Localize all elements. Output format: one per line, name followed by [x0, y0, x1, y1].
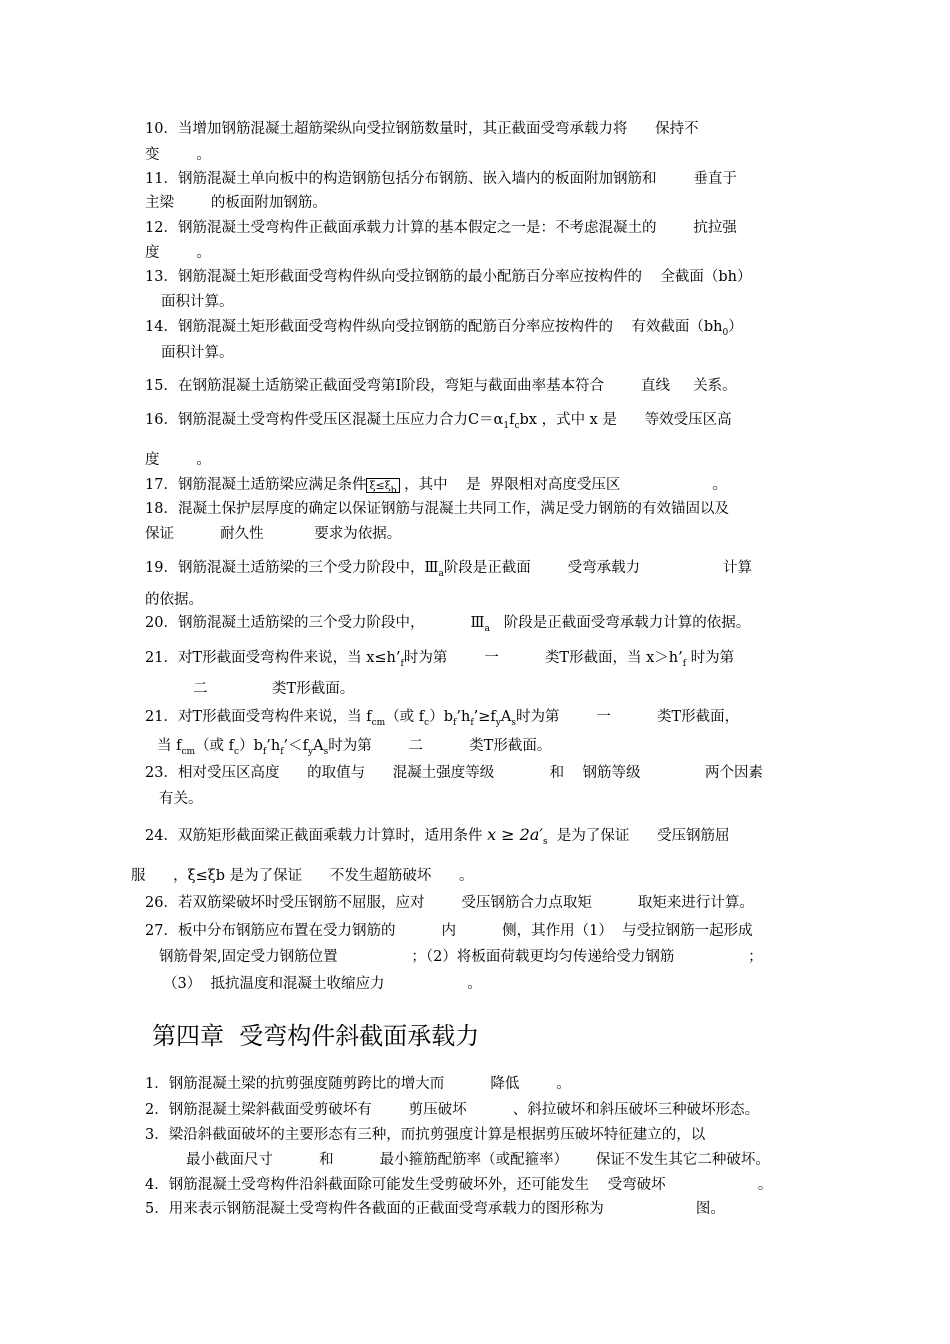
- item-16-line-1: 16．钢筋混凝土受弯构件受压区混凝土压应力合力$C=\alpha_1f_cbx$ ，式中 x 是 等效受压区高: [145, 412, 732, 431]
- item-11-line-1: 11．钢筋混凝土单向板中的构造钢筋包括分布钢筋、嵌入墙内的板面附加钢筋和 垂直于: [145, 171, 737, 187]
- item-18-line-2: 保证 耐久性 要求为依据。: [145, 526, 402, 542]
- item-12-line-2: 度 。: [145, 245, 211, 261]
- q4-item-3-line-2: 最小截面尺寸 和 最小箍筋配筋率（或配箍率） 保证不发生其它二种破坏。: [186, 1152, 770, 1168]
- q4-item-5: 5．用来表示钢筋混凝土受弯构件各截面的正截面受弯承载力的图形称为 图。: [145, 1201, 725, 1217]
- item-21a-line-1: 21．对T形截面受弯构件来说，当 $x\le h’_f$时为第 一 类T形截面，当 $x>h’_f$ 时为第: [145, 650, 735, 669]
- item-26: 26．若双筋梁破坏时受压钢筋不屈服，应对 受压钢筋合力点取矩 取矩来进行计算。: [145, 895, 754, 911]
- q4-item-2: 2．钢筋混凝土梁斜截面受剪破坏有 剪压破坏 、斜拉破坏和斜压破坏三种破坏形态。: [145, 1102, 760, 1118]
- q4-item-4: 4．钢筋混凝土受弯构件沿斜截面除可能发生受剪破坏外，还可能发生 受弯破坏 。: [145, 1177, 773, 1193]
- item-27-line-1: 27．板中分布钢筋应布置在受力钢筋的 内 侧，其作用（1） 与受拉钢筋一起形成: [145, 923, 753, 939]
- item-10-line-1: 10．当增加钢筋混凝土超筋梁纵向受拉钢筋数量时，其正截面受弯承载力将 保持不: [145, 121, 699, 137]
- item-16-line-2: 度 。: [145, 452, 211, 468]
- item-14-line-1: 14．钢筋混凝土矩形截面受弯构件纵向受拉钢筋的配筋百分率应按构件的 有效截面$(bh_0)$: [145, 319, 743, 338]
- item-11-line-2: 主梁 的板面附加钢筋。: [145, 195, 327, 211]
- item-13-line-1: 13．钢筋混凝土矩形截面受弯构件纵向受拉钢筋的最小配筋百分率应按构件的 全截面（bh）: [145, 269, 752, 285]
- item-13-line-2: 面积计算。: [161, 294, 234, 310]
- q4-item-1: 1．钢筋混凝土梁的抗剪强度随剪跨比的增大而 降低 。: [145, 1076, 571, 1092]
- item-10-line-2: 变 。: [145, 147, 211, 163]
- q4-item-3-line-1: 3．梁沿斜截面破坏的主要形态有三种，而抗剪强度计算是根据剪压破坏特征建立的，以: [145, 1127, 706, 1143]
- item-27-line-2: 钢筋骨架,固定受力钢筋位置 ；（2）将板面荷载更均匀传递给受力钢筋 ；: [159, 949, 763, 965]
- item-27-line-3: （3） 抵抗温度和混凝土收缩应力 。: [163, 976, 482, 992]
- item-23-line-1: 23．相对受压区高度 的取值与 混凝土强度等级 和 钢筋等级 两个因素: [145, 765, 764, 781]
- item-12-line-1: 12．钢筋混凝土受弯构件正截面承载力计算的基本假定之一是：不考虑混凝土的 抗拉强: [145, 220, 737, 236]
- item-24-line-1: 24．双筋矩形截面梁正截面乘载力计算时，适用条件 $x \ge 2a'_s$ 是为了保证 受压钢筋屈: [145, 825, 730, 847]
- item-18-line-1: 18．混凝土保护层厚度的确定以保证钢筋与混凝土共同工作，满足受力钢筋的有效锚固以及: [145, 501, 729, 517]
- item-21b-line-1: 21．对T形截面受弯构件来说，当 $f_{cm}$（或 $f_c)b_f’h_f’\ge f_yA_s$时为第 一 类T形截面，: [145, 709, 740, 728]
- item-15: 15．在钢筋混凝土适筋梁正截面受弯第Ⅰ阶段，弯矩与截面曲率基本符合 直线 关系。: [145, 378, 737, 394]
- item-17: 17．钢筋混凝土适筋梁应满足条件 $\xi\le\xi_b$ ，其中 是 界限相对高度受压区 。: [145, 477, 728, 496]
- formula-box: $\xi\le\xi_b$: [366, 478, 399, 493]
- item-21a-line-2: 二 类T形截面。: [193, 681, 355, 697]
- item-24-line-2: 服 ，ξ≤ξb 是为了保证 不发生超筋破坏 。: [131, 868, 474, 884]
- item-14-line-2: 面积计算。: [161, 345, 234, 361]
- item-19-line-2: 的依据。: [145, 592, 203, 608]
- item-19-line-1: 19．钢筋混凝土适筋梁的三个受力阶段中，$Ⅲ_a$阶段是正截面 受弯承载力 计算: [145, 560, 753, 579]
- item-20: 20．钢筋混凝土适筋梁的三个受力阶段中， $Ⅲ_a$ 阶段是正截面受弯承载力计算的依据。: [145, 615, 751, 634]
- item-23-line-2: 有关。: [159, 791, 203, 807]
- item-21b-line-2: 当 $f_{cm}$（或 $f_c)b_f’h_f’<f_yA_s$时为第 二 类T形截面。: [157, 738, 552, 757]
- chapter-heading: 第四章 受弯构件斜截面承载力: [152, 1022, 480, 1050]
